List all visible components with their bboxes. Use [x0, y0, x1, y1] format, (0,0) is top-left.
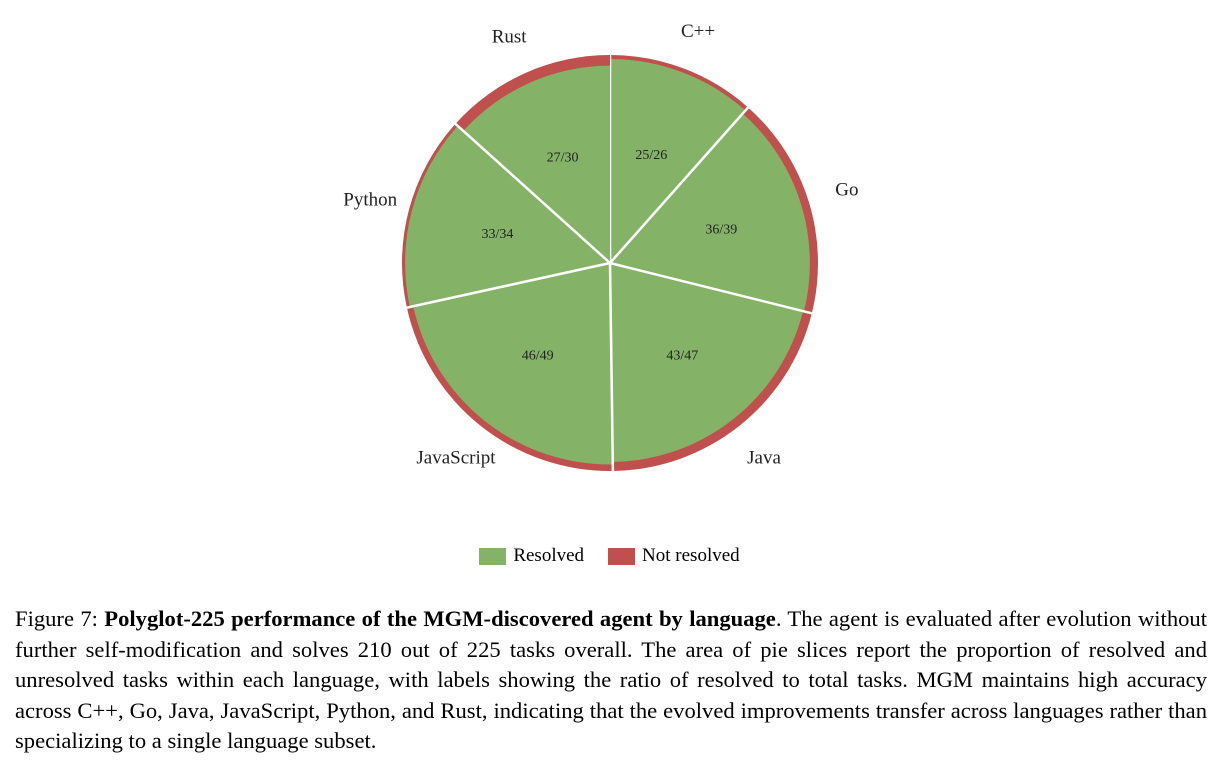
- ratio-label-javascript: 46/49: [521, 348, 554, 364]
- caption-bold-title: Polyglot-225 performance of the MGM-discovered agent by language: [104, 606, 776, 631]
- legend-swatch-resolved: [479, 548, 506, 565]
- legend-item-resolved: [479, 545, 584, 567]
- legend-label-not-resolved: Not resolved: [642, 545, 740, 566]
- language-label-rust: Rust: [491, 26, 527, 48]
- chart-legend: [0, 545, 1219, 567]
- figure-caption: [15, 604, 1207, 757]
- ratio-label-rust: 27/30: [546, 150, 579, 166]
- ratio-label-java: 43/47: [666, 348, 699, 364]
- caption-prefix: Figure 7:: [15, 606, 105, 631]
- language-label-java: Java: [747, 447, 781, 469]
- legend-label-resolved: Resolved: [513, 545, 585, 566]
- language-label-python: Python: [343, 189, 398, 211]
- legend-item-not-resolved: [608, 545, 740, 567]
- language-label-go: Go: [835, 179, 859, 201]
- language-label-cpp: C++: [681, 21, 716, 43]
- caption-body: . The agent is evaluated after evolution without further self-modification and solves 210 out of 225 tasks overall. The area of pie slices report the proportion of resolved and unresolved tasks within each language, with labels showing the ratio of resolved to total tasks. MGM maintains high accuracy across C++, Go, Java, JavaScript, Python, and Rust, indicating that the evolved improvements transfer across languages rather than specializing to a single language subset.: [15, 606, 1207, 754]
- ratio-label-go: 36/39: [705, 222, 738, 238]
- ratio-label-python: 33/34: [481, 227, 514, 243]
- language-label-javascript: JavaScript: [416, 447, 496, 469]
- legend-swatch-not-resolved: [608, 548, 635, 565]
- ratio-label-cpp: 25/26: [635, 148, 668, 164]
